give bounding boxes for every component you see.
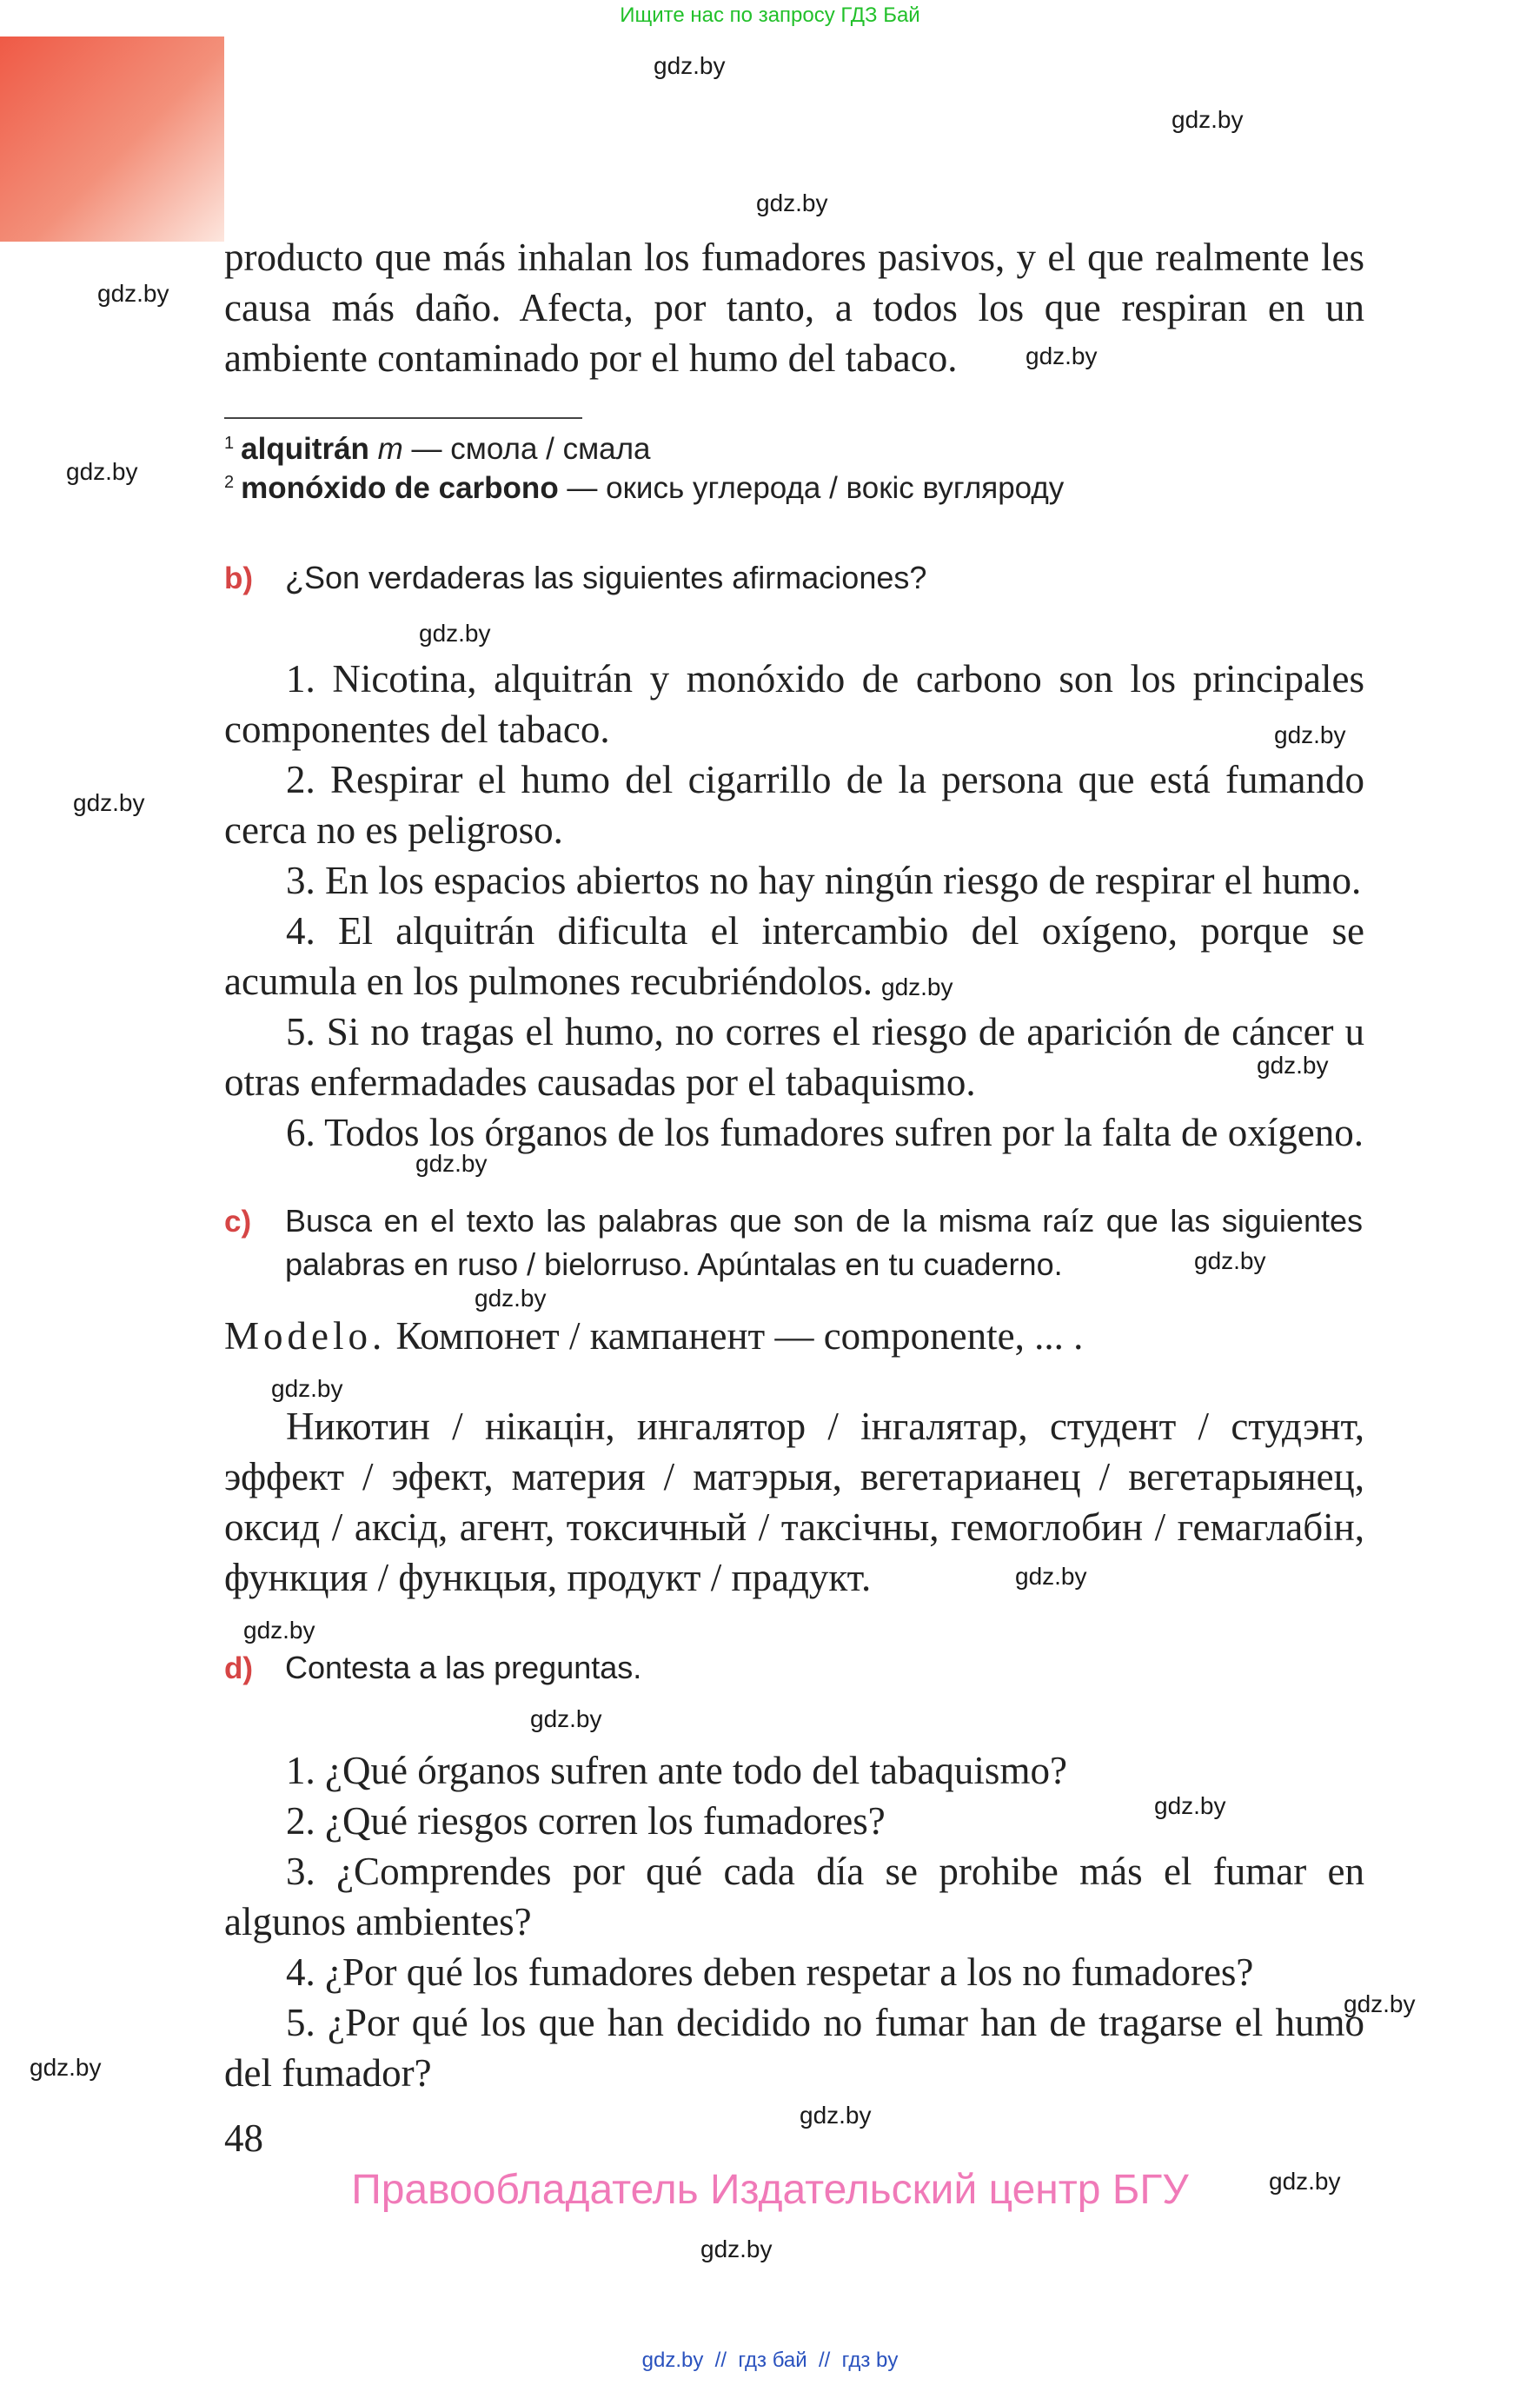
footnote-number: 2 — [224, 473, 235, 492]
watermark: gdz.by — [271, 1375, 343, 1402]
watermark: gdz.by — [243, 1617, 315, 1644]
footnote-divider — [224, 417, 582, 419]
statement: 1. Nicotina, alquitrán y monóxido de carbono son los principales componentes del tabaco. — [224, 657, 1364, 751]
watermark: gdz.by — [1344, 1990, 1416, 2017]
corner-decoration — [0, 37, 224, 242]
question: 5. ¿Por qué los que han decidido no fumar han de tragarse el humo del fumador? — [224, 2001, 1364, 2095]
watermark: gdz.by — [530, 1705, 602, 1732]
watermark: gdz.by — [73, 789, 145, 816]
intro-paragraph: producto que más inhalan los fumadores pasivos, y el que realmente les causa más daño. Afecta, por tanto, a todos los que respiran en un ambiente contaminado por el humo del tabaco. — [224, 236, 1364, 380]
watermark: gdz.by — [475, 1285, 547, 1312]
watermark: gdz.by — [1274, 721, 1346, 748]
bottom-banner: gdz.by // гдз бай // гдз by — [641, 2348, 899, 2372]
watermark: gdz.by — [654, 52, 726, 79]
question: 3. ¿Comprendes por qué cada día se prohibe más el fumar en algunos ambientes? — [224, 1850, 1364, 1943]
statement: 4. El alquitrán dificulta el intercambio del oxígeno, porque se acumula en los pulmones recubriéndolos. — [224, 909, 1364, 1003]
copyright-notice: Правообладатель Издательский центр БГУ — [351, 2167, 1189, 2213]
statement: 2. Respirar el humo del cigarrillo de la persona que está fumando cerca no es peligroso. — [224, 758, 1364, 852]
statement: 6. Todos los órganos de los fumadores sufren por la falta de oxígeno. — [286, 1111, 1364, 1154]
watermark: gdz.by — [800, 2102, 872, 2129]
task-d-label: d) — [224, 1651, 254, 1685]
watermark: gdz.by — [1154, 1792, 1226, 1819]
watermark: gdz.by — [415, 1150, 488, 1177]
task-d-questions — [224, 1745, 1364, 2098]
footnote-translation: — смола / смала — [402, 432, 651, 466]
question: 2. ¿Qué riesgos corren los fumadores? — [286, 1799, 886, 1843]
footnote-term: monóxido de carbono — [241, 471, 559, 505]
watermark: gdz.by — [30, 2054, 102, 2081]
footnote-number: 1 — [224, 434, 235, 453]
task-b-label: b) — [224, 561, 254, 595]
watermark: gdz.by — [1026, 342, 1098, 369]
question: 1. ¿Qué órganos sufren ante todo del tabaquismo? — [286, 1749, 1067, 1792]
watermark: gdz.by — [1257, 1052, 1329, 1079]
model-label: Modelo. — [224, 1314, 387, 1358]
model-text: Компонет / кампанент — componente, ... . — [386, 1314, 1084, 1358]
top-banner: Ищите нас по запросу ГДЗ Бай — [620, 3, 920, 27]
footnote-term: alquitrán — [241, 432, 369, 466]
word-list: Никотин / нікацін, ингалятор / інгалятар, студент / студэнт, эффект / эфект, материя / матэрыя, вегетарианец / вегетарыянец, оксид / аксід, агент, токсичный / таксічны, гемоглобин / гемаглабін, функция / функцыя, продукт / прадукт. — [224, 1405, 1364, 1599]
task-d-instruction: Contesta a las preguntas. — [285, 1650, 642, 1685]
question: 4. ¿Por qué los fumadores deben respetar a los no fumadores? — [286, 1950, 1254, 1994]
task-c-label: c) — [224, 1205, 252, 1239]
watermark: gdz.by — [97, 280, 169, 307]
task-b-instruction: ¿Son verdaderas las siguientes afirmaciones? — [285, 560, 927, 595]
watermark: gdz.by — [1194, 1247, 1266, 1274]
watermark: gdz.by — [66, 458, 138, 485]
page-number: 48 — [224, 2116, 263, 2160]
watermark: gdz.by — [1269, 2168, 1341, 2195]
watermark: gdz.by — [1015, 1563, 1087, 1590]
footnote-translation: — окись углерода / вокіс вугляроду — [558, 471, 1065, 505]
task-c-instruction: Busca en el texto las palabras que son de la misma raíz que las siguientes palabras en ruso / bielorruso. Apúntalas en tu cuaderno. — [285, 1203, 1363, 1282]
watermark: gdz.by — [756, 189, 828, 216]
watermark: gdz.by — [881, 973, 953, 1000]
footnote-1 — [224, 432, 651, 467]
footnote-2 — [224, 471, 1064, 506]
watermark: gdz.by — [419, 620, 491, 647]
model-line — [224, 1311, 1364, 1361]
footnote-gender: m — [377, 432, 403, 466]
watermark: gdz.by — [700, 2236, 773, 2262]
watermark: gdz.by — [1172, 106, 1244, 133]
statement: 3. En los espacios abiertos no hay ningún riesgo de respirar el humo. — [286, 859, 1362, 902]
statement: 5. Si no tragas el humo, no corres el riesgo de aparición de cáncer u otras enfermadades causadas por el tabaquismo. — [224, 1010, 1364, 1104]
task-b-items — [224, 654, 1364, 1158]
